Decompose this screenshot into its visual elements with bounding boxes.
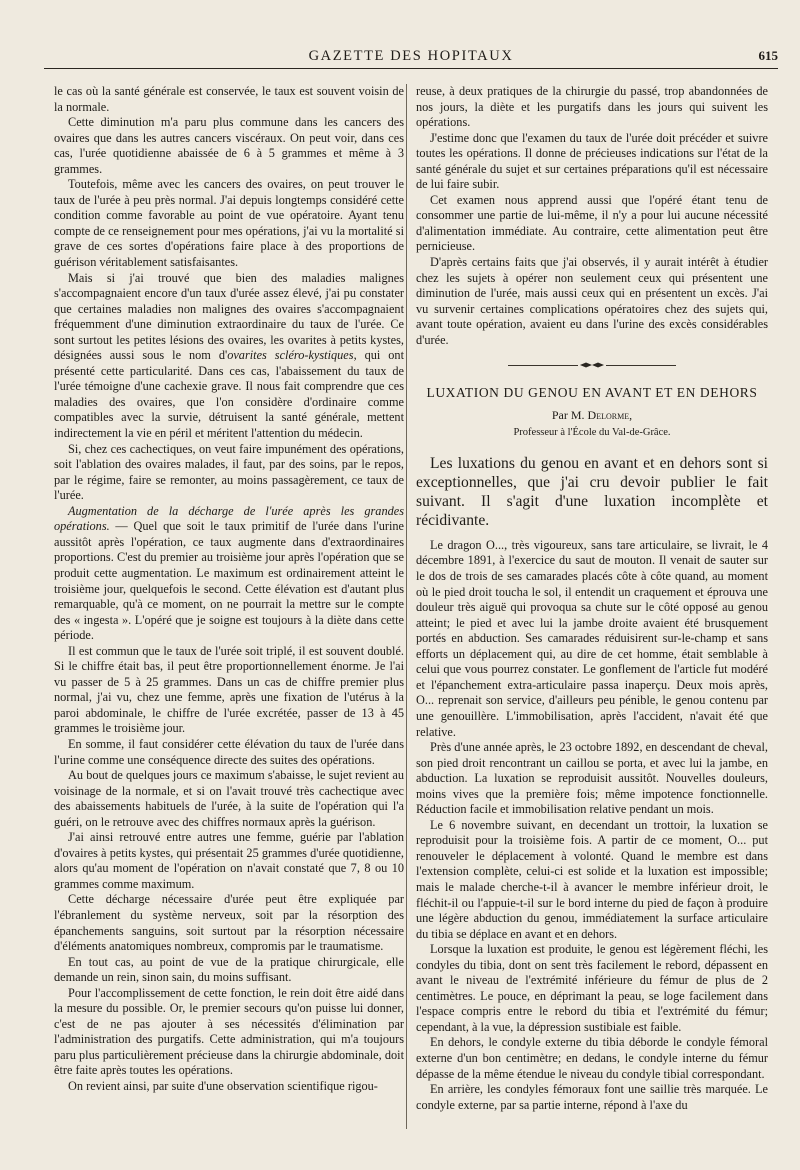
author-name: Delorme, [587,407,633,422]
fleuron-icon [580,361,604,369]
paragraph: En arrière, les condyles fémoraux font une saillie très marquée. Le condyle externe, par sa partie interne, répond à l'axe du [416,1082,768,1112]
left-column [54,84,404,1095]
paragraph: Toutefois, même avec les cancers des ovaires, on peut trouver le taux de l'urée à peu près normal. J'ai depuis longtemps considéré cette condition comme favorable au point de vue opératoire. Ayant tenu compte de ce renseignement pour mes opérations, j'ai vu la mortalité si grave de ces sortes d'opérations faire place à des proportions de guérison véritablement satisfaisantes. [54,177,404,270]
byline-prefix: Par M. [551,407,588,422]
paragraph: Pour l'accomplissement de cette fonction, le rein doit être aidé dans la mesure du possible. Or, le premier secours qu'on puisse lui donner, c'est de ne pas ajouter à ses nécessités d'élimination par l'administration des purgatifs. Cette administration, qui m'a toujours paru plus particulièrement précieuse dans la chirurgie abdominale, doit être faite après toutes les opérations. [54,985,404,1078]
page-header [44,46,778,69]
page-number: 615 [758,48,778,63]
paragraph: Au bout de quelques jours ce maximum s'abaisse, le sujet revient au voisinage de la normale, et si on l'avait trouvé très cachectique avec des abaissements habituels de l'urée, à la suite de l'opération qui l'a guéri, on le retrouve avec des chiffres normaux après la guérison. [54,768,404,829]
paragraph: J'ai ainsi retrouvé entre autres une femme, guérie par l'ablation d'ovaires à petits kystes, qui présentait 25 grammes d'urée quotidienne, alors qu'au moment de l'opération on n'avait constaté que 7, 8 ou 10 grammes comme maximum. [54,830,404,891]
article-byline [416,408,768,424]
paragraph: D'après certains faits que j'ai observés, il y aurait intérêt à étudier chez les sujets à opérer non seulement ceux qui présentent une diminution de l'urée, mais aussi ceux qui en présentent un excès. J'ai vu survenir certaines complications opératoires chez des sujets qui, avant toute opération, avaient eu dans l'urine des excès considérables d'urée. [416,255,768,347]
paragraph: Le 6 novembre suivant, en decendant un trottoir, la luxation se reproduisit pour la troisième fois. A partir de ce moment, O... put renouveler le déplacement à volonté. Quand le membre est dans l'extension complète, celui-ci est solide et la luxation est impossible; mais le malade cherche-t-il à avancer le membre inférieur droit, le fléchit-il ou l'appuie-t-il sur le bord interne du pied de façon à produire une légère abduction du genou, immédiatement la surface articulaire du tibia se déplace en avant et en dehors. [416,817,768,941]
paragraph: Cet examen nous apprend aussi que l'opéré étant tenu de consommer une partie de lui-même, il n'y a pour lui aucune nécessité d'alimentation immédiate. Au contraire, cette alimentation peut être pernicieuse. [416,192,768,254]
paragraph: Il est commun que le taux de l'urée soit triplé, il est souvent doublé. Si le chiffre était bas, il peut être proportionnellement énorme. Je l'ai vu passer de 5 à 25 grammes. Dans un cas de chiffre premier plus normal, j'ai vu, chez une femme, après une fixation de l'utérus à la paroi abdominale, le chiffre de l'urée excrétée, passer de 13 à 45 grammes le troisième jour. [54,643,404,736]
paragraph: le cas où la santé générale est conservée, le taux est souvent voisin de la normale. [54,84,404,114]
paragraph: Cette diminution m'a paru plus commune dans les cancers des ovaires que dans les autres cancers viscéraux. On peut voir, dans ces cas, l'urée quotidienne abaissée de 6 à 5 grammes et même à 3 grammes. [54,115,404,176]
section-heading-italic: Augmentation de la décharge de l'urée après les grandes opérations. [54,503,404,534]
divider-line [606,365,676,366]
text-run: — Quel que soit le taux primitif de l'urée dans l'urine aussitôt après l'opération, ce taux augmente dans d'extraordinaires proportions. C'est du premier au troisième jour après l'opération que se produit cette augmentation. Le maximum est ordinairement atteint le troisième jour, quelquefois le second. Cette élévation est d'autant plus remarquable, qu'à ce moment, on ne pourrait la mettre sur le compte des « ingesta ». L'opéré que je soigne est toujours à la diète dans cette période. [54,519,404,643]
paragraph: On revient ainsi, par suite d'une observation scientifique rigou- [68,1079,378,1093]
section-divider-ornament [416,361,768,369]
column-rule [406,84,407,1129]
right-column [416,84,768,1113]
text-run: Mais si j'ai trouvé que bien des maladies malignes s'accompagnaient encore d'un taux d'urée assez élevé, j'ai pu constater que certaines maladies non malignes des ovaires s'accompagnaient fréquemment d'une diminution extraordinaire du taux de l'urée. Ce sont surtout les petites lésions des ovaires, les ovarites à petits kystes, désignées aussi sous le nom d' [54,270,404,363]
paragraph: Cette décharge nécessaire d'urée peut être expliquée par l'ébranlement du système nerveux, soit par la résorption des épanchements sanguins, soit surtout par la résorption nécessaire d'éléments anatomiques nombreux, compromis par le traumatisme. [54,892,404,954]
paragraph: Le dragon O..., très vigoureux, sans tare articulaire, se livrait, le 4 décembre 1891, à l'exercice du saut de mouton. Il venait de sauter sur le dos de trois de ses camarades placés côte à côte quand, au moment où le pied droit toucha le sol, il entendit un craquement et éprouva une douleur très aiguë qui provoqua sa chute sur le côté opposé au genou atteint; le pied et avec lui la jambe droite avaient été brusquement portés en abduction. Ses camarades réduisirent sur-le-champ et sans efforts un déplacement qui, au dire de cet homme, était semblable à celui que vous pourrez constater. Le gonflement de l'article fut modéré et l'épanchement extra-articulaire passa inaperçu. Deux mois après, O... reprenait son service, d'ailleurs peu pénible, le genou contenu par une genouillère. L'immobilisation, après l'accident, n'avait été que relative. [416,537,768,739]
article-title: LUXATION DU GENOU EN AVANT ET EN DEHORS [426,385,758,401]
paragraph [54,504,404,644]
article-lead: Les luxations du genou en avant et en dehors sont si exceptionnelles, que j'ai cru devoir publier le fait suivant. Il s'agit d'une luxation incomplète et récidivante. [416,454,768,529]
paragraph: reuse, à deux pratiques de la chirurgie du passé, trop abandonnées de nos jours, la diète et les purgatifs dans les jours qui suivent les opérations. [416,84,768,130]
paragraph: J'estime donc que l'examen du taux de l'urée doit précéder et suivre toutes les opérations. Il donne de précieuses indications sur l'état de la santé générale du sujet et sur certaines préparations qu'il est nécessaire de lui faire subir. [416,130,768,192]
paragraph: En somme, il faut considérer cette élévation du taux de l'urée dans l'urine comme une conséquence directe des suites des opérations. [54,736,404,767]
running-title: GAZETTE DES HOPITAUX [308,48,514,64]
paragraph: Si, chez ces cachectiques, on veut faire impunément des opérations, soit l'ablation des ovaires malades, il faut, par des soins, par le repos, par le régime, faire se remonter, au moins passagèrement, ce taux de l'urée. [54,441,404,503]
paragraph [54,271,404,442]
text-run: , qui ont présenté cette particularité. Dans ces cas, l'abaissement du taux de l'urée témoigne d'une cachexie grave. Il nous fait comprendre que ces maladies des ovaires, que l'on considère d'ordinaire comme compatibles avec la survie, détruisent la santé générale, mettent indirectement la vie en péril et méritent l'attention du médecin. [54,348,404,441]
divider-line [508,365,578,366]
author-affiliation: Professeur à l'École du Val-de-Grâce. [513,427,671,439]
paragraph: En tout cas, au point de vue de la pratique chirurgicale, elle demande un rein, sinon sain, du moins suffisant. [54,954,404,985]
paragraph: Près d'une année après, le 23 octobre 1892, en descendant de cheval, son pied droit rencontrant un caillou se porta, et avec lui la jambe, en abduction. La luxation se reproduisit aussitôt. Nouvelles douleurs, moins vives que la première fois; même impotence fonctionnelle. Réduction facile et immobilisation relative pendant un mois. [416,740,768,817]
italic-term: ovarites scléro-kystiques [227,348,354,363]
paragraph: Lorsque la luxation est produite, le genou est légèrement fléchi, les condyles du tibia, dont on sent très facilement le rebord, dépassent en avant le niveau de l'extrémité inférieure du fémur de plus de 2 centimètres. Le pouce, en déprimant la peau, se loge facilement dans l'espace compris entre le rebord du tibia et l'extrémité du fémur; cependant, à la vue, la dépression sustibiale est faible. [416,942,768,1034]
paragraph: En dehors, le condyle externe du tibia déborde le condyle fémoral externe d'un bon centimètre; en dedans, le condyle interne du fémur dépasse de la même étendue le niveau du condyle tibial correspondant. [416,1035,768,1081]
